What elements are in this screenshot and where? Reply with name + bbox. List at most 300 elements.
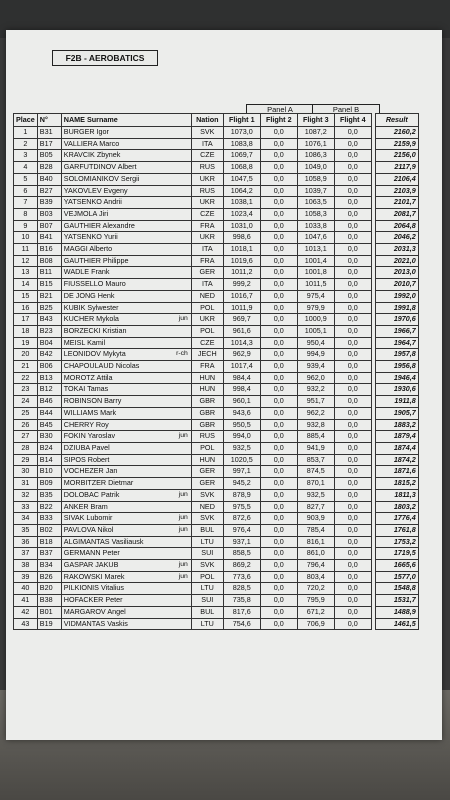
result-cell: 1871,6 <box>375 466 418 478</box>
flight-2-cell: 0,0 <box>260 255 297 267</box>
col-place: Place <box>14 114 38 127</box>
flight-4-cell: 0,0 <box>334 325 371 337</box>
nation-cell: POL <box>191 302 223 314</box>
number-cell: B27 <box>37 185 61 197</box>
number-cell: B02 <box>37 524 61 536</box>
flight-1-cell: 1069,7 <box>223 150 260 162</box>
flight-2-cell: 0,0 <box>260 325 297 337</box>
number-cell: B12 <box>37 384 61 396</box>
number-cell: B05 <box>37 150 61 162</box>
place-cell: 27 <box>14 431 38 443</box>
flight-3-cell: 874,5 <box>297 466 334 478</box>
result-cell: 1811,3 <box>375 489 418 501</box>
flight-3-cell: 861,0 <box>297 548 334 560</box>
flight-3-cell: 1001,4 <box>297 255 334 267</box>
nation-cell: CZE <box>191 150 223 162</box>
flight-2-cell: 0,0 <box>260 548 297 560</box>
number-cell: B08 <box>37 255 61 267</box>
flight-4-cell: 0,0 <box>334 138 371 150</box>
flight-2-cell: 0,0 <box>260 302 297 314</box>
nation-cell: SVK <box>191 127 223 139</box>
flight-2-cell: 0,0 <box>260 208 297 220</box>
flight-1-cell: 1011,9 <box>223 302 260 314</box>
name-cell <box>61 220 191 232</box>
flight-4-cell: 0,0 <box>334 232 371 244</box>
place-cell: 23 <box>14 384 38 396</box>
table-row <box>14 454 419 466</box>
place-cell: 20 <box>14 349 38 361</box>
table-row <box>14 267 419 279</box>
number-cell: B09 <box>37 478 61 490</box>
result-cell: 1991,8 <box>375 302 418 314</box>
name-cell <box>61 267 191 279</box>
competitor-name: GASPAR JAKUB <box>63 560 119 570</box>
place-cell: 38 <box>14 560 38 572</box>
flight-3-cell: 1000,9 <box>297 314 334 326</box>
flight-1-cell: 997,1 <box>223 466 260 478</box>
place-cell: 41 <box>14 595 38 607</box>
name-cell <box>61 466 191 478</box>
flight-3-cell: 1033,8 <box>297 220 334 232</box>
place-cell: 1 <box>14 127 38 139</box>
table-row <box>14 232 419 244</box>
flight-1-cell: 1031,0 <box>223 220 260 232</box>
flight-1-cell: 878,9 <box>223 489 260 501</box>
place-cell: 5 <box>14 173 38 185</box>
flight-2-cell: 0,0 <box>260 571 297 583</box>
nation-cell: JECH <box>191 349 223 361</box>
flight-4-cell: 0,0 <box>334 478 371 490</box>
place-cell: 6 <box>14 185 38 197</box>
nation-cell: CZE <box>191 208 223 220</box>
flight-4-cell: 0,0 <box>334 548 371 560</box>
flight-1-cell: 869,2 <box>223 560 260 572</box>
flight-4-cell: 0,0 <box>334 185 371 197</box>
category-suffix: jun <box>178 561 188 569</box>
flight-2-cell: 0,0 <box>260 173 297 185</box>
flight-3-cell: 962,2 <box>297 407 334 419</box>
table-row <box>14 279 419 291</box>
competitor-name: KRAVCIK Zbynek <box>63 150 121 160</box>
flight-2-cell: 0,0 <box>260 150 297 162</box>
category-suffix: jun <box>178 525 188 533</box>
number-cell: B17 <box>37 138 61 150</box>
number-cell: B13 <box>37 372 61 384</box>
table-row <box>14 290 419 302</box>
result-cell: 1964,7 <box>375 337 418 349</box>
name-cell <box>61 314 191 326</box>
flight-4-cell: 0,0 <box>334 583 371 595</box>
name-cell <box>61 127 191 139</box>
name-cell <box>61 349 191 361</box>
place-cell: 3 <box>14 150 38 162</box>
result-cell: 1761,8 <box>375 524 418 536</box>
number-cell: B37 <box>37 548 61 560</box>
result-cell: 1970,6 <box>375 314 418 326</box>
competitor-name: CHERRY Roy <box>63 419 109 429</box>
name-cell <box>61 396 191 408</box>
flight-4-cell: 0,0 <box>334 162 371 174</box>
number-cell: B42 <box>37 349 61 361</box>
flight-1-cell: 1016,7 <box>223 290 260 302</box>
results-table <box>13 113 419 630</box>
flight-4-cell: 0,0 <box>334 208 371 220</box>
name-cell <box>61 279 191 291</box>
flight-4-cell: 0,0 <box>334 197 371 209</box>
flight-2-cell: 0,0 <box>260 267 297 279</box>
flight-4-cell: 0,0 <box>334 606 371 618</box>
name-cell <box>61 454 191 466</box>
number-cell: B19 <box>37 618 61 630</box>
nation-cell: SVK <box>191 489 223 501</box>
table-row <box>14 536 419 548</box>
name-cell <box>61 361 191 373</box>
number-cell: B41 <box>37 232 61 244</box>
flight-1-cell: 1064,2 <box>223 185 260 197</box>
nation-cell: SVK <box>191 513 223 525</box>
category-suffix: jun <box>178 514 188 522</box>
name-cell <box>61 571 191 583</box>
number-cell: B21 <box>37 290 61 302</box>
nation-cell: FRA <box>191 220 223 232</box>
table-row <box>14 560 419 572</box>
name-cell <box>61 173 191 185</box>
number-cell: B33 <box>37 513 61 525</box>
number-cell: B03 <box>37 208 61 220</box>
place-cell: 36 <box>14 536 38 548</box>
competitor-name: BORZECKI Kristian <box>63 325 127 335</box>
competitor-name: SOLOMIANIKOV Sergii <box>63 173 140 183</box>
header-row <box>14 114 419 127</box>
col-flight-4: Flight 4 <box>334 114 371 127</box>
place-cell: 39 <box>14 571 38 583</box>
name-cell <box>61 489 191 501</box>
number-cell: B20 <box>37 583 61 595</box>
page-title: F2B - AEROBATICS <box>52 50 158 66</box>
nation-cell: SUI <box>191 548 223 560</box>
competitor-name: DE JONG Henk <box>63 290 115 300</box>
col-nation: Nation <box>191 114 223 127</box>
flight-4-cell: 0,0 <box>334 255 371 267</box>
flight-3-cell: 1039,7 <box>297 185 334 197</box>
flight-4-cell: 0,0 <box>334 314 371 326</box>
flight-1-cell: 962,9 <box>223 349 260 361</box>
flight-2-cell: 0,0 <box>260 560 297 572</box>
place-cell: 34 <box>14 513 38 525</box>
flight-1-cell: 1011,2 <box>223 267 260 279</box>
nation-cell: NED <box>191 290 223 302</box>
table-row <box>14 501 419 513</box>
competitor-name: MARGAROV Angel <box>63 606 126 616</box>
result-cell: 1883,2 <box>375 419 418 431</box>
category-suffix: r-ch <box>176 350 188 358</box>
name-cell <box>61 513 191 525</box>
flight-4-cell: 0,0 <box>334 372 371 384</box>
flight-2-cell: 0,0 <box>260 138 297 150</box>
result-cell: 2021,0 <box>375 255 418 267</box>
result-cell: 1874,2 <box>375 454 418 466</box>
result-cell: 1966,7 <box>375 325 418 337</box>
name-cell <box>61 431 191 443</box>
competitor-name: CHAPOULAUD Nicolas <box>63 361 140 371</box>
flight-2-cell: 0,0 <box>260 513 297 525</box>
competitor-name: VOCHEZER Jan <box>63 466 118 476</box>
flight-1-cell: 950,5 <box>223 419 260 431</box>
place-cell: 31 <box>14 478 38 490</box>
name-cell <box>61 185 191 197</box>
flight-2-cell: 0,0 <box>260 454 297 466</box>
table-row <box>14 384 419 396</box>
result-cell: 1946,4 <box>375 372 418 384</box>
place-cell: 21 <box>14 361 38 373</box>
result-cell: 1815,2 <box>375 478 418 490</box>
name-cell <box>61 595 191 607</box>
result-cell: 1879,4 <box>375 431 418 443</box>
place-cell: 13 <box>14 267 38 279</box>
flight-3-cell: 950,4 <box>297 337 334 349</box>
flight-4-cell: 0,0 <box>334 513 371 525</box>
flight-4-cell: 0,0 <box>334 220 371 232</box>
result-cell: 2106,4 <box>375 173 418 185</box>
result-cell: 1461,5 <box>375 618 418 630</box>
table-row <box>14 361 419 373</box>
competitor-name: MAGGI Alberto <box>63 244 113 254</box>
place-cell: 16 <box>14 302 38 314</box>
table-row <box>14 595 419 607</box>
result-cell: 1531,7 <box>375 595 418 607</box>
result-cell: 1753,2 <box>375 536 418 548</box>
flight-4-cell: 0,0 <box>334 349 371 361</box>
flight-3-cell: 816,1 <box>297 536 334 548</box>
table-row <box>14 325 419 337</box>
number-cell: B23 <box>37 325 61 337</box>
col-flight-1: Flight 1 <box>223 114 260 127</box>
result-cell: 2081,7 <box>375 208 418 220</box>
nation-cell: RUS <box>191 431 223 443</box>
table-row <box>14 372 419 384</box>
flight-3-cell: 827,7 <box>297 501 334 513</box>
table-row <box>14 606 419 618</box>
place-cell: 10 <box>14 232 38 244</box>
flight-4-cell: 0,0 <box>334 173 371 185</box>
flight-4-cell: 0,0 <box>334 489 371 501</box>
flight-4-cell: 0,0 <box>334 454 371 466</box>
flight-3-cell: 951,7 <box>297 396 334 408</box>
flight-4-cell: 0,0 <box>334 419 371 431</box>
flight-4-cell: 0,0 <box>334 290 371 302</box>
nation-cell: POL <box>191 571 223 583</box>
flight-4-cell: 0,0 <box>334 407 371 419</box>
place-cell: 12 <box>14 255 38 267</box>
competitor-name: PAVLOVA Nikol <box>63 524 114 534</box>
nation-cell: HUN <box>191 454 223 466</box>
nation-cell: UKR <box>191 173 223 185</box>
competitor-name: DOLOBAC Patrik <box>63 489 120 499</box>
flight-3-cell: 1063,5 <box>297 197 334 209</box>
place-cell: 2 <box>14 138 38 150</box>
competitor-name: FIUSSELLO Mauro <box>63 279 126 289</box>
competitor-name: ANKER Bram <box>63 501 108 511</box>
table-row <box>14 513 419 525</box>
competitor-name: YAKOVLEV Evgeny <box>63 185 128 195</box>
flight-3-cell: 720,2 <box>297 583 334 595</box>
flight-1-cell: 735,8 <box>223 595 260 607</box>
flight-2-cell: 0,0 <box>260 197 297 209</box>
flight-3-cell: 941,9 <box>297 442 334 454</box>
table-row <box>14 407 419 419</box>
nation-cell: SVK <box>191 560 223 572</box>
table-row <box>14 197 419 209</box>
competitor-name: WILLIAMS Mark <box>63 407 117 417</box>
flight-1-cell: 984,4 <box>223 372 260 384</box>
competitor-name: GERMANN Peter <box>63 548 120 558</box>
flight-1-cell: 773,6 <box>223 571 260 583</box>
flight-1-cell: 1020,5 <box>223 454 260 466</box>
table-row <box>14 337 419 349</box>
panel-b-header: Panel B <box>312 104 380 114</box>
competitor-name: VEJMOLA Jiri <box>63 208 109 218</box>
result-cell: 1719,5 <box>375 548 418 560</box>
nation-cell: ITA <box>191 244 223 256</box>
result-cell: 1992,0 <box>375 290 418 302</box>
competitor-name: PILKIONIS Vitalius <box>63 583 124 593</box>
place-cell: 43 <box>14 618 38 630</box>
flight-3-cell: 979,9 <box>297 302 334 314</box>
number-cell: B15 <box>37 279 61 291</box>
flight-4-cell: 0,0 <box>334 431 371 443</box>
place-cell: 19 <box>14 337 38 349</box>
nation-cell: LTU <box>191 583 223 595</box>
table-row <box>14 220 419 232</box>
result-cell: 1956,8 <box>375 361 418 373</box>
flight-1-cell: 1019,6 <box>223 255 260 267</box>
name-cell <box>61 524 191 536</box>
category-suffix: jun <box>178 490 188 498</box>
category-suffix: jun <box>178 315 188 323</box>
results-body <box>14 127 419 630</box>
competitor-name: RAKOWSKI Marek <box>63 571 125 581</box>
flight-2-cell: 0,0 <box>260 524 297 536</box>
flight-2-cell: 0,0 <box>260 232 297 244</box>
place-cell: 29 <box>14 454 38 466</box>
nation-cell: ITA <box>191 279 223 291</box>
place-cell: 15 <box>14 290 38 302</box>
name-cell <box>61 337 191 349</box>
competitor-name: KUBIK Sylwester <box>63 302 119 312</box>
flight-4-cell: 0,0 <box>334 361 371 373</box>
table-row <box>14 162 419 174</box>
flight-1-cell: 998,6 <box>223 232 260 244</box>
flight-1-cell: 754,6 <box>223 618 260 630</box>
number-cell: B16 <box>37 244 61 256</box>
place-cell: 33 <box>14 501 38 513</box>
competitor-name: HOFACKER Peter <box>63 595 123 605</box>
flight-1-cell: 975,5 <box>223 501 260 513</box>
number-cell: B06 <box>37 361 61 373</box>
name-cell <box>61 208 191 220</box>
number-cell: B39 <box>37 197 61 209</box>
flight-2-cell: 0,0 <box>260 595 297 607</box>
result-cell: 1930,6 <box>375 384 418 396</box>
table-row <box>14 208 419 220</box>
nation-cell: POL <box>191 442 223 454</box>
table-row <box>14 173 419 185</box>
flight-1-cell: 817,6 <box>223 606 260 618</box>
place-cell: 32 <box>14 489 38 501</box>
flight-3-cell: 1001,8 <box>297 267 334 279</box>
table-row <box>14 571 419 583</box>
flight-2-cell: 0,0 <box>260 431 297 443</box>
flight-2-cell: 0,0 <box>260 466 297 478</box>
result-cell: 2156,0 <box>375 150 418 162</box>
competitor-name: BURGER Igor <box>63 127 109 136</box>
flight-3-cell: 796,4 <box>297 560 334 572</box>
flight-1-cell: 994,0 <box>223 431 260 443</box>
flight-4-cell: 0,0 <box>334 267 371 279</box>
flight-2-cell: 0,0 <box>260 279 297 291</box>
nation-cell: BUL <box>191 606 223 618</box>
table-row <box>14 583 419 595</box>
table-row <box>14 442 419 454</box>
flight-1-cell: 976,4 <box>223 524 260 536</box>
result-cell: 1911,8 <box>375 396 418 408</box>
number-cell: B24 <box>37 442 61 454</box>
col-flight-3: Flight 3 <box>297 114 334 127</box>
place-cell: 28 <box>14 442 38 454</box>
flight-2-cell: 0,0 <box>260 384 297 396</box>
table-row <box>14 314 419 326</box>
table-row <box>14 489 419 501</box>
name-cell <box>61 583 191 595</box>
nation-cell: LTU <box>191 536 223 548</box>
flight-1-cell: 999,2 <box>223 279 260 291</box>
nation-cell: GBR <box>191 396 223 408</box>
nation-cell: UKR <box>191 232 223 244</box>
place-cell: 35 <box>14 524 38 536</box>
flight-1-cell: 932,5 <box>223 442 260 454</box>
competitor-name: VIDMANTAS Vaskis <box>63 618 128 628</box>
table-row <box>14 255 419 267</box>
flight-1-cell: 1047,5 <box>223 173 260 185</box>
flight-3-cell: 1087,2 <box>297 127 334 139</box>
flight-2-cell: 0,0 <box>260 536 297 548</box>
number-cell: B43 <box>37 314 61 326</box>
flight-3-cell: 795,9 <box>297 595 334 607</box>
result-cell: 1803,2 <box>375 501 418 513</box>
competitor-name: GAUTHIER Alexandre <box>63 220 135 230</box>
table-row <box>14 302 419 314</box>
nation-cell: UKR <box>191 314 223 326</box>
flight-1-cell: 1038,1 <box>223 197 260 209</box>
flight-3-cell: 962,0 <box>297 372 334 384</box>
place-cell: 42 <box>14 606 38 618</box>
flight-4-cell: 0,0 <box>334 384 371 396</box>
flight-3-cell: 1058,9 <box>297 173 334 185</box>
flight-3-cell: 903,9 <box>297 513 334 525</box>
competitor-name: MEISL Kamil <box>63 337 106 347</box>
place-cell: 17 <box>14 314 38 326</box>
number-cell: B07 <box>37 220 61 232</box>
table-row <box>14 185 419 197</box>
result-cell: 2101,7 <box>375 197 418 209</box>
nation-cell: GBR <box>191 419 223 431</box>
name-cell <box>61 478 191 490</box>
flight-1-cell: 945,2 <box>223 478 260 490</box>
table-row <box>14 138 419 150</box>
table-row <box>14 127 419 139</box>
flight-2-cell: 0,0 <box>260 396 297 408</box>
flight-4-cell: 0,0 <box>334 337 371 349</box>
